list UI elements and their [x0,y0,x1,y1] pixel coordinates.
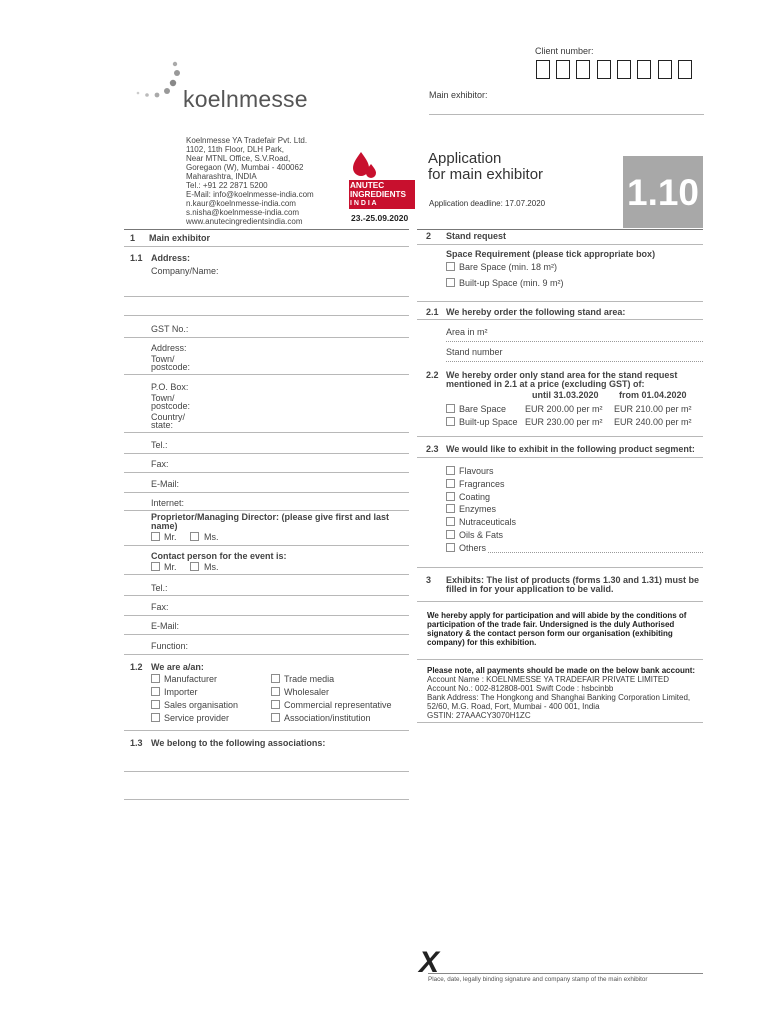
organizer-address: Koelnmesse YA Tradefair Pvt. Ltd. 1102, 11th Floor, DLH Park, Near MTNL Office, S.V.Road, Goregaon (W), Mumbai - 400062 Maharashtra, INDIA Tel.: +91 22 2871 5200 E-Mail: info@koelnmesse-india.com n.kaur@koelnmesse-india.com s.nisha@koelnmesse-india.com www.anutecingredientsindia.com [186,136,314,226]
section-2-title: Stand request [446,231,507,241]
builtup-space-price-2: EUR 240.00 per m² [614,417,692,427]
contact-mr-checkbox[interactable] [151,562,160,571]
section-2-1-title: We hereby order the following stand area: [446,307,626,317]
oils-fats-label: Oils & Fats [459,530,504,540]
email-field[interactable] [124,492,409,493]
address-field[interactable] [124,374,409,375]
client-number-cell[interactable] [576,60,590,79]
pobox-label: P.O. Box: [151,382,189,392]
main-exhibitor-label: Main exhibitor: [429,90,488,100]
client-number-cell[interactable] [678,60,692,79]
sales-organisation-checkbox[interactable] [151,700,160,709]
price-until: until 31.03.2020 [532,390,599,400]
section-2-2-title-1: We hereby order only stand area for the stand request [446,370,678,380]
postcode-label: postcode: [151,362,191,372]
bare-space-checkbox[interactable] [446,262,455,271]
importer-checkbox[interactable] [151,687,160,696]
section-3-line-1: Exhibits: The list of products (forms 1.30 and 1.31) must be [446,575,700,585]
proprietor-label-2: name) [151,521,178,531]
others-label: Others [459,543,487,553]
signature-x-mark: X [419,946,440,979]
section-1-3-number: 1.3 [130,738,143,748]
ms-label: Ms. [204,532,219,542]
fragrances-label: Fragrances [459,479,505,489]
koelnmesse-dots-icon [130,60,190,104]
section-2-3-number: 2.3 [426,444,439,454]
contact-email-field[interactable] [124,634,409,635]
builtup-space-price-label: Built-up Space [459,417,518,427]
commercial-representative-label: Commercial representative [284,700,392,710]
section-3-number: 3 [426,575,432,585]
section-2-2-title-2: mentioned in 2.1 at a price (excluding GST) of: [446,379,645,389]
commercial-representative-checkbox[interactable] [271,700,280,709]
proprietor-field[interactable] [124,545,409,546]
company-name-label: Company/Name: [151,266,219,276]
stand-number-field[interactable] [446,361,703,362]
company-name-line-1[interactable] [124,296,409,297]
flavours-checkbox[interactable] [446,466,455,475]
builtup-space-price-checkbox[interactable] [446,417,455,426]
ms-checkbox[interactable] [190,532,199,541]
contact-person-label: Contact person for the event is: [151,551,287,561]
anutec-wordmark: ANUTEC INGREDIENTS I N D I A [349,180,415,209]
section-2-3-title: We would like to exhibit in the following product segment: [446,444,695,454]
company-name-line-2[interactable] [124,315,409,316]
internet-label: Internet: [151,498,185,508]
postcode2-label: postcode: [151,401,191,411]
bare-space-price-checkbox[interactable] [446,404,455,413]
tel-label: Tel.: [151,440,168,450]
client-number-cell[interactable] [637,60,651,79]
wholesaler-label: Wholesaler [284,687,330,697]
mr-label: Mr. [164,532,177,542]
service-provider-checkbox[interactable] [151,713,160,722]
trade-media-checkbox[interactable] [271,674,280,683]
section-3-line-2: filled in for your application to be valid. [446,584,614,594]
form-number: 1.10 [627,172,700,213]
anutec-drops-icon [349,148,415,180]
country-label: Country/ [151,412,186,422]
function-label: Function: [151,641,189,651]
section-1-1-number: 1.1 [130,253,143,263]
anutec-logo [349,148,415,216]
email-label: E-Mail: [151,479,180,489]
contact-tel-label: Tel.: [151,583,168,593]
bank-note-title: Please note, all payments should be made on the below bank account: [427,666,696,675]
signature-field[interactable] [428,973,703,974]
event-dates: 23.-25.09.2020 [351,213,409,223]
town2-label: Town/ [151,393,175,403]
client-number-cell[interactable] [536,60,550,79]
fax-label: Fax: [151,459,169,469]
client-number-cell[interactable] [617,60,631,79]
contact-fax-field[interactable] [124,615,409,616]
signature-caption: Place, date, legally binding signature and company stamp of the main exhibitor [428,976,648,983]
associations-line-2[interactable] [124,799,409,800]
section-1-2-title: We are a/an: [151,662,204,672]
function-field[interactable] [124,654,409,655]
nutraceuticals-checkbox[interactable] [446,517,455,526]
contact-ms-checkbox[interactable] [190,562,199,571]
manufacturer-checkbox[interactable] [151,674,160,683]
contact-email-label: E-Mail: [151,621,180,631]
coating-checkbox[interactable] [446,492,455,501]
coating-label: Coating [459,492,491,502]
bare-space-option: Bare Space (min. 18 m²) [459,262,558,272]
form-title: Application for main exhibitor [428,150,544,183]
section-2-number: 2 [426,231,432,241]
country-field[interactable] [124,432,409,433]
price-from: from 01.04.2020 [619,390,687,400]
client-number-cell[interactable] [556,60,570,79]
stand-number-label: Stand number [446,347,503,357]
enzymes-checkbox[interactable] [446,504,455,513]
mr-checkbox[interactable] [151,532,160,541]
others-field[interactable] [488,552,703,553]
bare-space-price-2: EUR 210.00 per m² [614,404,692,414]
bare-space-price-1: EUR 200.00 per m² [525,404,603,414]
section-1-3-title: We belong to the following associations: [151,738,326,748]
area-label: Area in m² [446,327,488,337]
contact-tel-field[interactable] [124,595,409,596]
address-label: Address: [151,343,187,353]
client-number-cell[interactable] [658,60,672,79]
contact-ms-label: Ms. [204,562,219,572]
town-label: Town/ [151,354,175,364]
association-institution-label: Association/institution [284,713,371,723]
enzymes-label: Enzymes [459,504,497,514]
client-number-label: Client number: [535,46,594,56]
proprietor-label: Proprietor/Managing Director: (please give first and last [151,512,390,522]
participation-declaration: We hereby apply for participation and will abide by the conditions of participation of the trade fair. Undersigned is the duly Authorised signatory & the contact person form our organisation (exhibiting company) for this exhibition. [427,611,687,647]
others-checkbox[interactable] [446,543,455,552]
tel-field[interactable] [124,453,409,454]
contact-person-field[interactable] [124,574,409,575]
section-2-2-number: 2.2 [426,370,439,380]
builtup-space-price-1: EUR 230.00 per m² [525,417,603,427]
gst-field[interactable] [124,337,409,338]
section-1-number: 1 [130,233,136,243]
contact-fax-label: Fax: [151,602,169,612]
importer-label: Importer [164,687,198,697]
contact-mr-label: Mr. [164,562,177,572]
space-requirement-label: Space Requirement (please tick appropriate box) [446,249,656,259]
section-1-title: Main exhibitor [149,233,211,243]
koelnmesse-logo: koelnmesse [183,86,308,112]
fragrances-checkbox[interactable] [446,479,455,488]
trade-media-label: Trade media [284,674,335,684]
gst-label: GST No.: [151,324,189,334]
bare-space-price-label: Bare Space [459,404,507,414]
area-field[interactable] [446,341,703,342]
state-label: state: [151,420,174,430]
section-1-2-number: 1.2 [130,662,143,672]
sales-organisation-label: Sales organisation [164,700,239,710]
section-1-1-title: Address: [151,253,191,263]
associations-line-1[interactable] [124,771,409,772]
section-2-1-number: 2.1 [426,307,439,317]
application-deadline: Application deadline: 17.07.2020 [429,199,546,208]
association-institution-checkbox[interactable] [271,713,280,722]
builtup-space-checkbox[interactable] [446,278,455,287]
fax-field[interactable] [124,472,409,473]
nutraceuticals-label: Nutraceuticals [459,517,517,527]
manufacturer-label: Manufacturer [164,674,218,684]
form-number-block [623,156,703,228]
wholesaler-checkbox[interactable] [271,687,280,696]
main-exhibitor-line[interactable] [429,114,704,115]
service-provider-label: Service provider [164,713,230,723]
builtup-space-option: Built-up Space (min. 9 m²) [459,278,564,288]
flavours-label: Flavours [459,466,494,476]
bank-details: Account Name : KOELNMESSE YA TRADEFAIR PRIVATE LIMITED Account No.: 002-812808-001 Swift Code : hsbcinbb Bank Address: The Hongkong and Shanghai Banking Corporation Limited, 52/60, M.G. Road, Fort, Mumbai - 400 001, India GSTIN: 27AAACY3070H1ZC [427,675,691,720]
client-number-cell[interactable] [597,60,611,79]
internet-field[interactable] [124,510,409,511]
oils-fats-checkbox[interactable] [446,530,455,539]
